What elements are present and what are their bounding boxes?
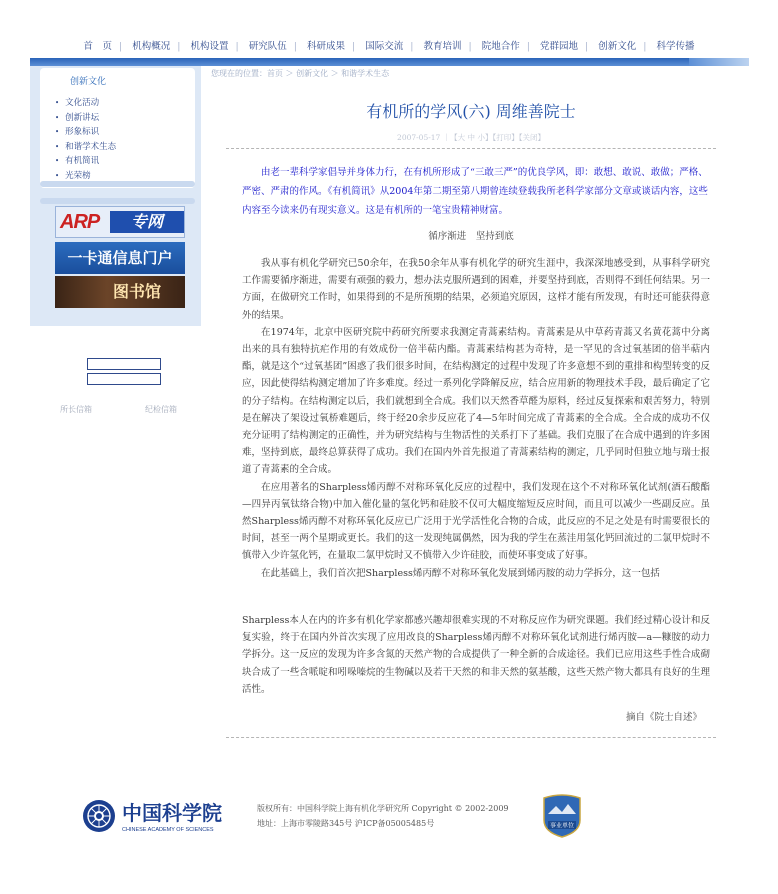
nav-item-departments[interactable]: 机构设置 [190,41,229,52]
article-intro: 由老一辈科学家倡导并身体力行，在有机所形成了“三敢三严”的优良学风，即：敢想、敢说、敢做；严格、严密、严肃的作风。《有机简讯》从2004年第二期至第八期曾连续登载我所老科学家部分文章或谈话内容，这些内容至今读来仍有现实意义。这是有机所的一笔宝贵精神财富。 [242,167,708,216]
card-portal-banner[interactable]: 一卡通信息门户 [55,242,185,274]
sidebar-divider [40,181,195,187]
nav-separator: | [177,41,181,52]
sidebar-item-newsletter[interactable]: • 有机简讯 [55,154,116,169]
article-body-continued [242,612,710,698]
nav-item-international[interactable]: 国际交流 [365,41,404,52]
discipline-mailbox-link[interactable]: 纪检信箱 [145,405,177,414]
nav-item-research-team[interactable]: 研究队伍 [248,41,287,52]
sidebar-item-innovation-forum[interactable]: • 创新讲坛 [55,111,116,126]
footer-copyright: 版权所有：中国科学院上海有机化学研究所 Copyright © 2002-2009 [257,804,509,813]
footer-divider [226,737,716,738]
sidebar-item-academic-ecology[interactable]: • 和谐学术生态 [55,140,116,155]
nav-separator: | [526,41,530,52]
header-bar [30,58,749,66]
article-body [242,255,710,582]
cas-logo [82,798,232,834]
nav-separator: | [585,41,589,52]
article-meta[interactable]: 2007-05-17 ｜【大 中 小】【打印】【关闭】 [397,133,545,142]
article-paragraph: 在此基础上，我们首次把Sharpless烯丙醇不对称环氧化发展到烯丙胺的动力学拆分，这一包括 [261,567,660,579]
article-title: 有机所的学风(六) 周维善院士 [366,102,576,121]
login-username-box[interactable] [87,358,161,370]
footer-info [257,801,509,831]
nav-separator: | [410,41,414,52]
nav-item-innovation-culture[interactable]: 创新文化 [598,41,637,52]
cas-logo-cn: 中国科学院 [122,801,222,825]
article-paragraph: 在应用著名的Sharpless烯丙醇不对称环氧化反应的过程中，我们发现在这个不对称环氧化试剂(酒石酸酯—四异丙氧钛络合物)中加入催化量的氢化钙和硅胶不仅可大幅度缩短反应时间，而且可以减少一些副反应。虽然Sharpless烯丙醇不对称环氧化反应已广泛用于光学活性化合物的合成，此反应的不足之处是有时需要很长的时间，甚至一两个星期或更长。我们的这一发现纯属偶然，因为我的学生在蒸洼用氢化钙回流过的二氯甲烷时不慎带入少许氢化钙，在量取二氯甲烷时又不慎带入少许硅胶，而使环事变成了好事。 [242,481,710,562]
sidebar-item-honor-roll[interactable]: • 光荣榜 [55,169,116,184]
nav-item-overview[interactable]: 机构概况 [132,41,171,52]
title-divider [226,148,716,149]
nav-separator: | [352,41,356,52]
sidebar-menu [55,96,116,183]
breadcrumb: 您现在的位置：首页 ＞ 创新文化 ＞ 和谐学术生态 [211,69,390,78]
nav-separator: | [119,41,123,52]
nav-separator: | [235,41,239,52]
cas-logo-en: CHINESE ACADEMY OF SCIENCES [122,827,214,833]
arp-network-label: 专网 [110,211,184,233]
nav-item-achievements[interactable]: 科研成果 [306,41,345,52]
article-paragraph: 我从事有机化学研究已50余年，在我50余年从事有机化学的研究生涯中，我深深地感受到，从事科学研究工作需要循序渐进，需要有顽强的毅力，想办法克服所遇到的困难，并要坚持到底，否则得不到任何结果。另一方面，在做研究工作时，如果得到的不是所预期的结果，必须追究原因，这样才能有所发现，有时还可能获得意外的结果。 [242,258,710,321]
director-mailbox-link[interactable]: 所长信箱 [60,405,92,414]
article-source: 摘自《院士自述》 [625,712,702,723]
article-subheading: 循序渐进 坚持到底 [428,231,514,242]
top-navigation [0,38,778,52]
arp-logo-text: ARP [60,211,100,233]
arp-network-banner[interactable] [55,206,185,238]
cas-emblem-icon [82,798,232,834]
nav-separator: | [643,41,647,52]
badge-shield-icon [542,794,582,838]
sidebar-divider [40,198,195,204]
sidebar-item-identity[interactable]: • 形象标识 [55,125,116,140]
institution-badge[interactable] [542,794,582,838]
badge-label: 事业单位 [549,822,575,830]
login-password-box[interactable] [87,373,161,385]
nav-item-science-outreach[interactable]: 科学传播 [656,41,695,52]
nav-separator: | [468,41,472,52]
nav-item-party[interactable]: 党群园地 [539,41,578,52]
article-paragraph: 在1974年，北京中医研究院中药研究所要求我测定青蒿素结构。青蒿素是从中草药青蒿又名黄花蒿中分离出来的具有独特抗疟作用的有效成份一倍半萜内酯。青蒿素结构甚为奇特，是一罕见的含过氧基团的倍半萜内酯，就是这个“过氧基团”困惑了我们很多时间，在结构测定的过程中发现了许多意想不到的重排和构型转变的反应，因此使得结构测定增加了许多难度。经过一系列化学降解反应，结合应用新的物理技术手段，最后确定了它的分子结构。在结构测定以后，我们就想到全合成。我们以天然香草醛为原料，经过反复探索和艰苦努力，特别是在解决了架设过氧桥难题后，终于经20余步反应花了4—5年时间完成了青蒿素的全合成。全合成的成功不仅充分证明了结构测定的正确性，并为研究结构与生物活性的关系打下了基础。我们克服了在合成中遇到的许多困难，坚持到底，最终总算获得了成功。我们在国内外首先报道了青蒿素结构的测定，几乎同时但独立地与瑞士报道了青蒿素的全合成。 [242,326,710,476]
header-bar-fade [689,58,749,66]
sidebar-item-culture-activities[interactable]: • 文化活动 [55,96,116,111]
sidebar-title: 创新文化 [70,77,107,87]
library-banner[interactable]: 图书馆 [55,276,185,308]
nav-item-home[interactable]: 首 页 [83,41,112,52]
nav-item-education[interactable]: 教育培训 [423,41,462,52]
nav-item-cooperation[interactable]: 院地合作 [481,41,520,52]
article-paragraph: Sharpless本人在内的许多有机化学家都感兴趣却很难实现的不对称反应作为研究课题。我们经过精心设计和反复实验，终于在国内外首次实现了应用改良的Sharpless烯丙醇不对称环氧化试剂进行烯丙胺—a—糠胺的动力学拆分。这一反应的发现为许多含氮的天然产物的合成提供了一种全新的合成途径。我们已应用这些手性合成砌块合成了一些含哌啶和吲哚嗪烷的生物碱以及若干天然的和非天然的氨基酸，这些天然产物大都具有良好的生理活性。 [242,615,710,695]
nav-separator: | [293,41,297,52]
footer-address: 地址：上海市零陵路345号 沪ICP备05005485号 [257,819,435,828]
